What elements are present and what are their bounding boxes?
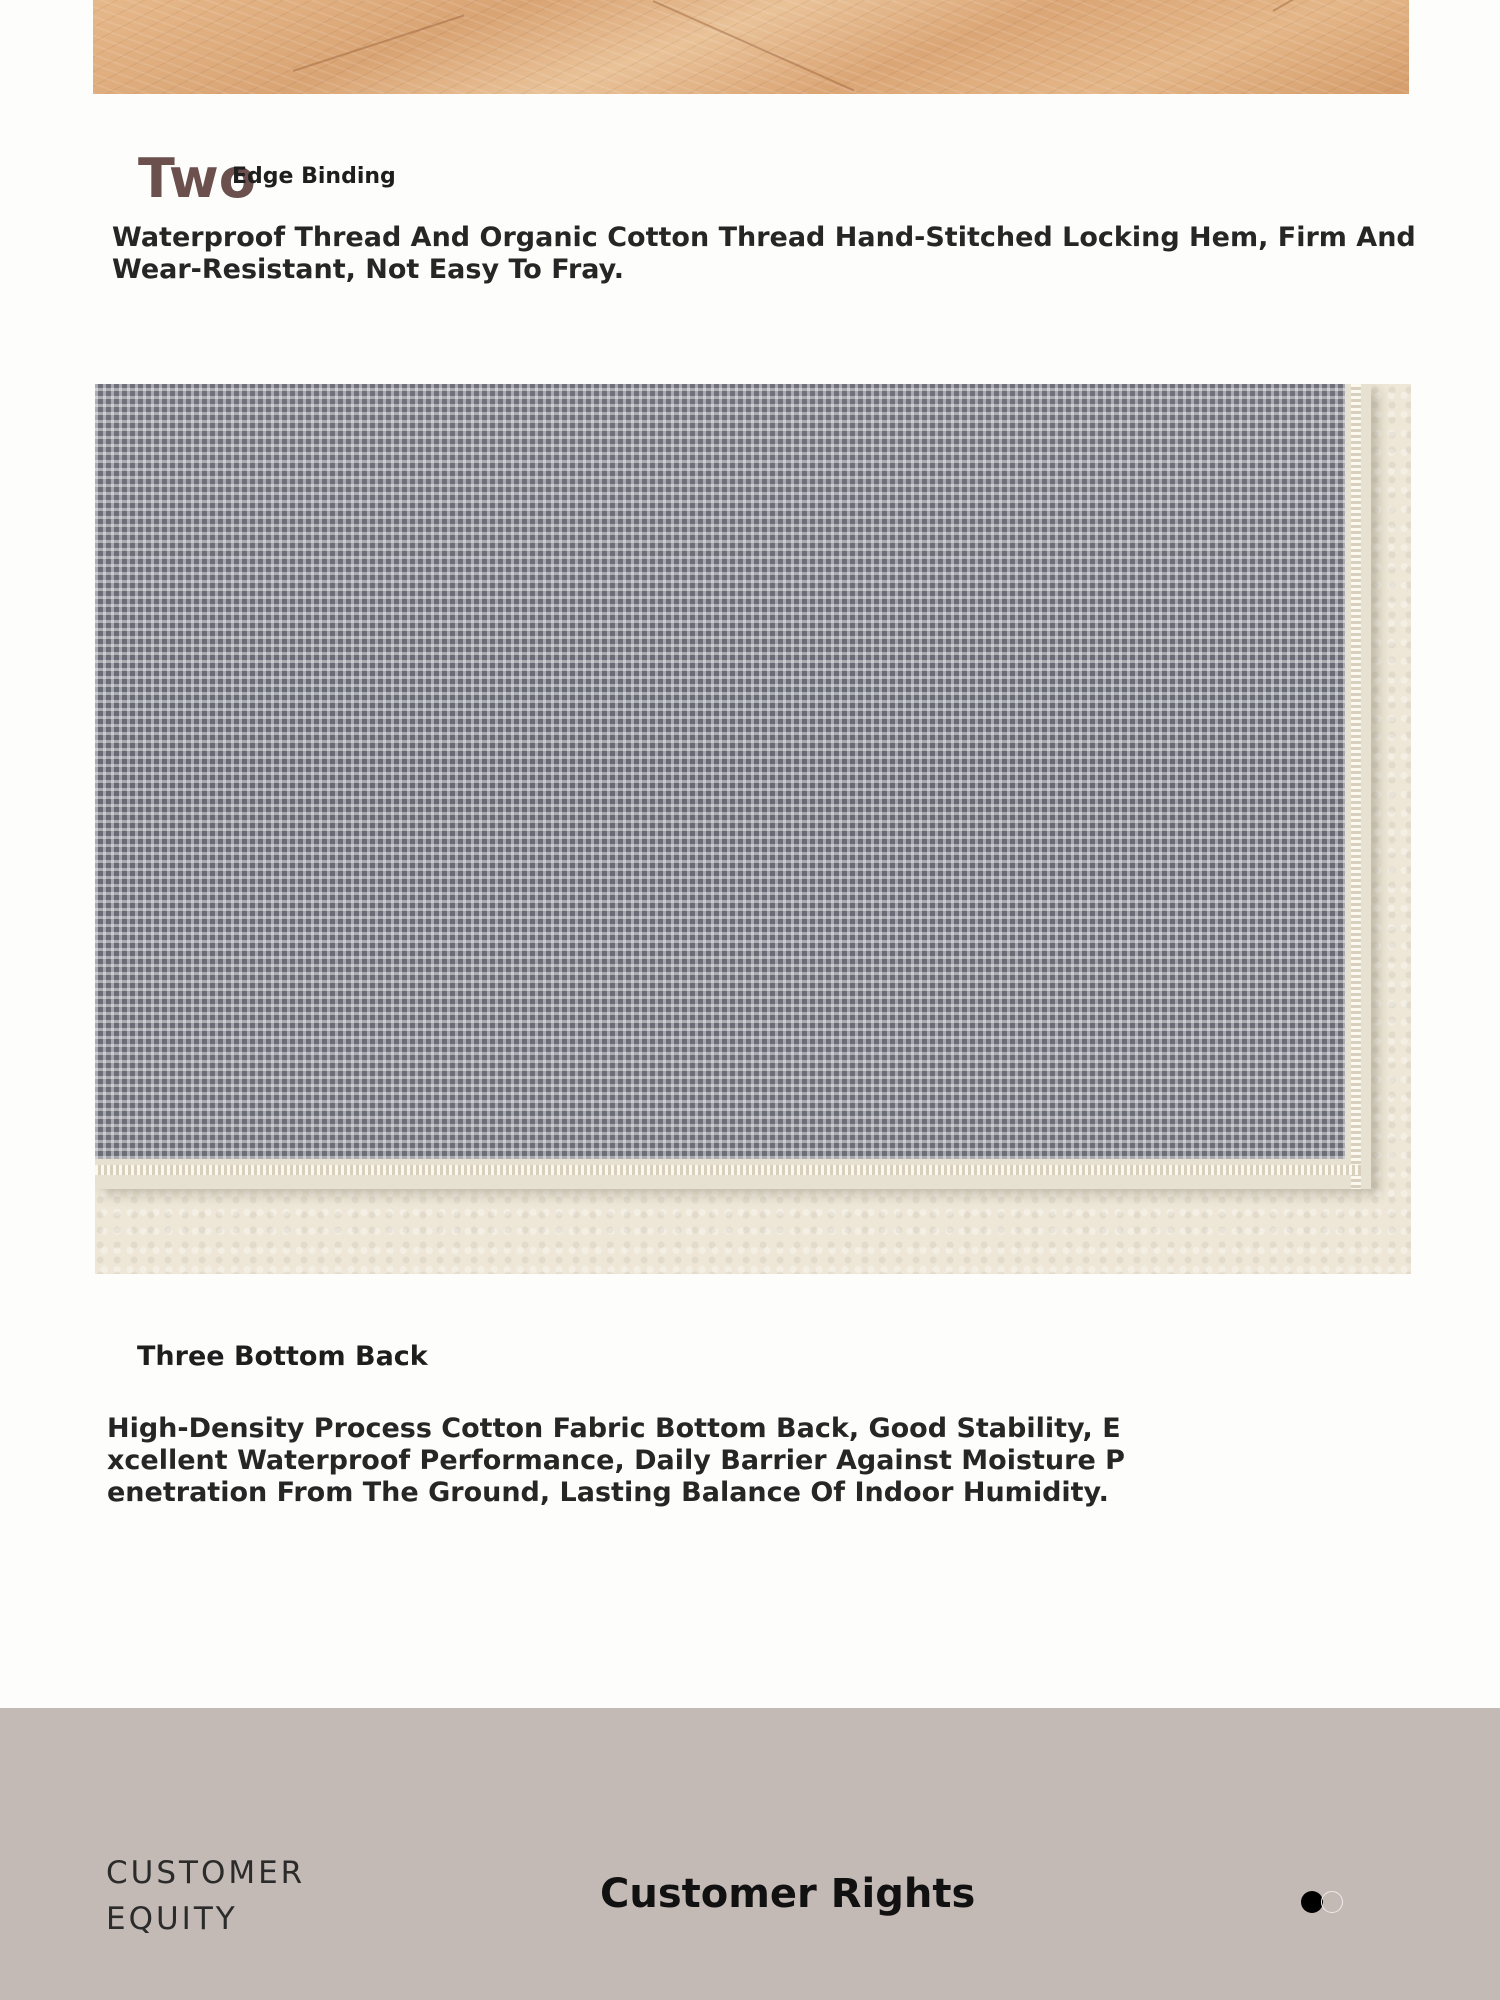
pager-dot-active[interactable] <box>1301 1891 1323 1913</box>
rug-back-photo <box>95 384 1411 1274</box>
customer-rights-footer <box>0 1708 1500 2000</box>
carousel-pager <box>1301 1891 1343 1913</box>
wood-floor-photo <box>93 0 1409 94</box>
rug-woven-backing <box>95 384 1371 1189</box>
customer-rights-title: Customer Rights <box>600 1871 976 1917</box>
section-two-number: Two <box>138 147 256 210</box>
edge-stitching-vertical <box>1351 384 1361 1189</box>
brand-line-2: EQUITY <box>106 1901 238 1937</box>
customer-equity-logo <box>106 1850 336 1942</box>
section-three-heading: Three Bottom Back <box>137 1341 428 1372</box>
section-three-description: High-Density Process Cotton Fabric Bottom Back, Good Stability, Excellent Waterproof Performance, Daily Barrier Against Moisture Penetration From The Ground, Lasting Balance Of Indoor Humidity. <box>107 1413 1125 1508</box>
edge-stitching-horizontal <box>95 1165 1361 1175</box>
brand-line-1: CUSTOMER <box>106 1855 306 1891</box>
section-two-description: Waterproof Thread And Organic Cotton Thread Hand-Stitched Locking Hem, Firm And Wear-Resistant, Not Easy To Fray. <box>112 222 1416 285</box>
section-two-title: Edge Binding <box>232 164 396 189</box>
pager-dot-inactive[interactable] <box>1321 1891 1343 1913</box>
